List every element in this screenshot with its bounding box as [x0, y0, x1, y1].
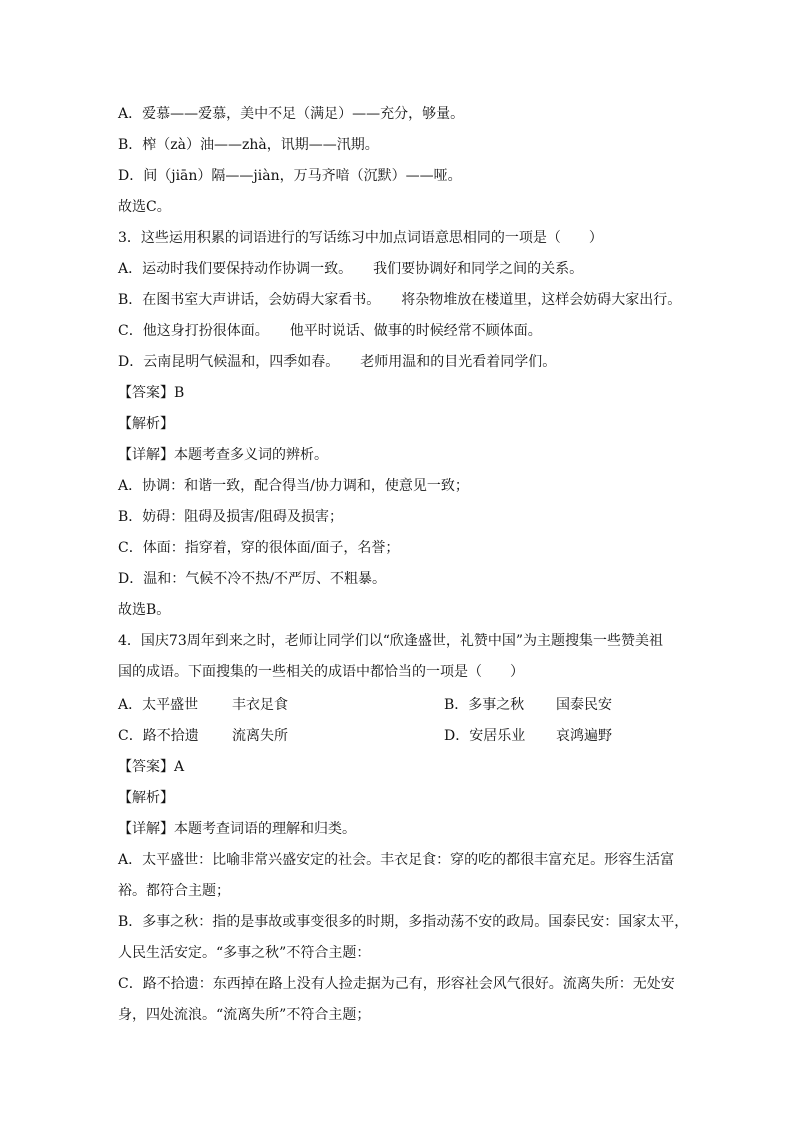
question-3: 3．这些运用积累的词语进行的写话练习中加点词语意思相同的一项是（ ）: [118, 230, 603, 246]
detail-line: 身，四处流浪。“流离失所”不符合主题；: [118, 1007, 371, 1023]
text-line: 故选C。: [118, 199, 171, 215]
detail-line: 裕。都符合主题；: [118, 883, 230, 899]
detail-line: C．体面：指穿着，穿的很体面/面子，名誉；: [118, 540, 400, 556]
option-d-idiom: 哀鸿遍野: [556, 728, 612, 744]
question-4: 4．国庆73周年到来之时，老师让同学们以“欣逢盛世，礼赞中国”为主题搜集一些赞美祖: [118, 633, 664, 649]
text-line: A．爱慕——爱慕，美中不足（满足）——充分，够量。: [118, 106, 465, 122]
option-c: C．路不拾遗: [118, 728, 199, 744]
detail-line: D．温和：气候不冷不热/不严厉、不粗暴。: [118, 571, 386, 587]
answer-label: 【答案】B: [118, 385, 185, 401]
detail-line: 【详解】本题考查多义词的辨析。: [118, 447, 328, 463]
option-line: A．运动时我们要保持动作协调一致。 我们要协调好和同学之间的关系。: [118, 261, 584, 277]
option-c-idiom: 流离失所: [232, 728, 288, 744]
option-a: A．太平盛世: [118, 697, 199, 713]
detail-line: 【详解】本题考查词语的理解和归类。: [118, 821, 356, 837]
detail-line: 人民生活安定。“多事之秋”不符合主题：: [118, 945, 371, 961]
analysis-label: 【解析】: [118, 790, 174, 806]
question-4-cont: 国的成语。下面搜集的一些相关的成语中都恰当的一项是（ ）: [118, 664, 524, 680]
detail-line: A．太平盛世：比喻非常兴盛安定的社会。丰衣足食：穿的吃的都很丰富充足。形容生活富: [118, 852, 675, 868]
option-line: C．他这身打扮很体面。 他平时说话、做事的时候经常不顾体面。: [118, 323, 542, 339]
detail-line: C．路不拾遗：东西掉在路上没有人捡走据为己有，形容社会风气很好。流离失所：无处安: [118, 976, 675, 992]
option-line: D．云南昆明气候温和，四季如春。 老师用温和的目光看着同学们。: [118, 354, 557, 370]
option-b-idiom: 国泰民安: [556, 697, 612, 713]
option-line: B．在图书室大声讲话，会妨碍大家看书。 将杂物堆放在楼道里，这样会妨碍大家出行。: [118, 292, 682, 308]
text-line: D．间（jiān）隔——jiàn，万马齐喑（沉默）——哑。: [118, 168, 462, 184]
option-d: D．安居乐业: [444, 728, 526, 744]
option-a-idiom: 丰衣足食: [232, 697, 288, 713]
detail-line: A．协调：和谐一致，配合得当/协力调和，使意见一致；: [118, 478, 469, 494]
text-line: 故选B。: [118, 602, 171, 618]
option-b: B．多事之秋: [444, 697, 525, 713]
detail-line: B．妨碍：阻碍及损害/阻碍及损害；: [118, 509, 344, 525]
detail-line: B．多事之秋：指的是事故或事变很多的时期，多指动荡不安的政局。国泰民安：国家太平，: [118, 914, 689, 930]
analysis-label: 【解析】: [118, 416, 174, 432]
answer-label: 【答案】A: [118, 759, 185, 775]
text-line: B．榨（zà）油——zhà，讯期——汛期。: [118, 137, 379, 153]
